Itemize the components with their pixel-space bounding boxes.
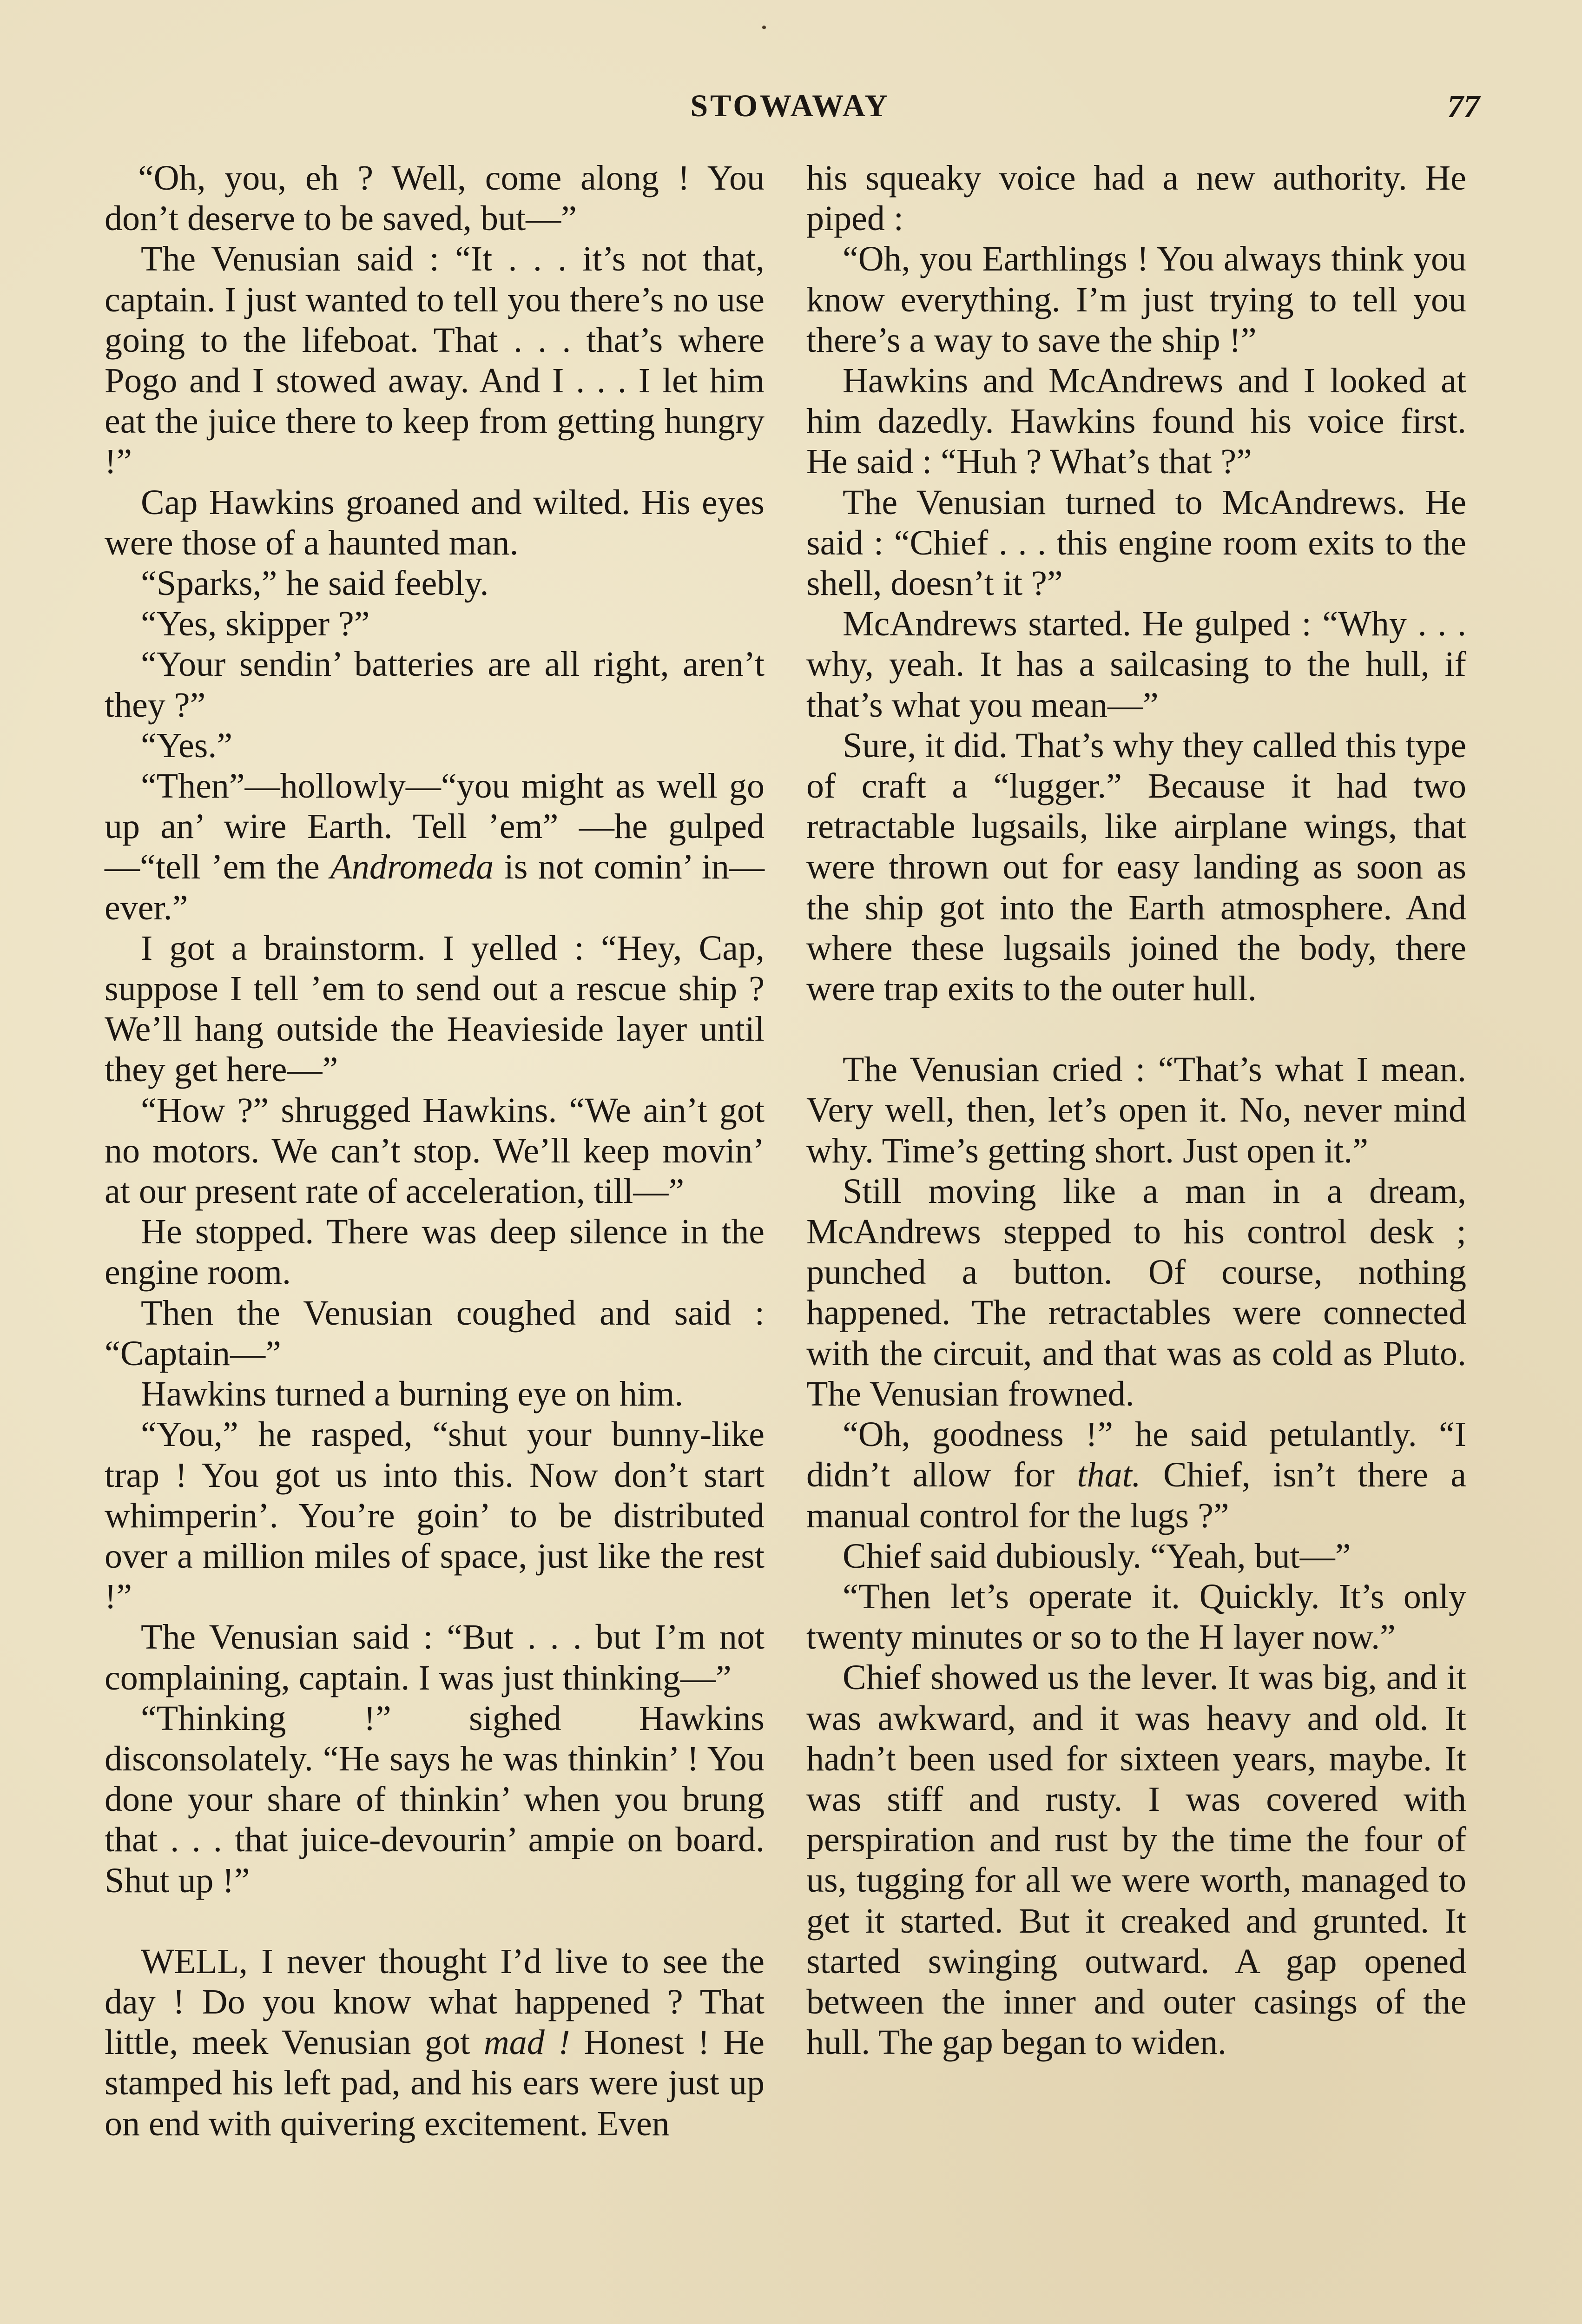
paragraph (105, 1941, 765, 2144)
paragraph: The Venusian said : “It . . . it’s not that, captain. I just wanted to tell you there’s no use going to the lifeboat. That . . . that’s where Pogo and I stowed away. And I . . . I let him eat the juice there to keep from getting hungry !” (105, 239, 765, 482)
paragraph-text: Honest ! He stamped his left pad, and his ears were just up on end with quivering excitement. Even (105, 2023, 765, 2143)
running-title: STOWAWAY (690, 88, 890, 123)
paragraph: Hawkins turned a burning eye on him. (141, 1374, 684, 1414)
paragraph: “Yes, skipper ?” (141, 604, 370, 644)
paragraph (105, 766, 765, 928)
paragraph: “How ?” shrugged Hawkins. “We ain’t got no motors. We can’t stop. We’ll keep movin’ at our present rate of acceleration, till—” (105, 1090, 765, 1211)
paragraph: “You,” he rasped, “shut your bunny-like trap ! You got us into this. Now don’t start whimperin’. You’re goin’ to be distributed over a million miles of space, just like the rest !” (105, 1415, 765, 1617)
paragraph: The Venusian turned to McAndrews. He said : “Chief . . . this engine room exits to the shell, doesn’t it ?” (806, 482, 1466, 603)
paragraph: “Then let’s operate it. Quickly. It’s only twenty minutes or so to the H layer now.” (806, 1577, 1466, 1657)
paragraph-text: Chief, isn’t there a manual control for the lugs ?” (806, 1455, 1466, 1535)
left-text-column (105, 158, 765, 2144)
paragraph: Hawkins and McAndrews and I looked at him dazedly. Hawkins found his voice first. He said : “Huh ? What’s that ?” (806, 361, 1466, 482)
paragraph: “Oh, you Earthlings ! You always think you know everything. I’m just trying to tell you there’s a way to save the ship !” (806, 239, 1466, 360)
paragraph: Cap Hawkins groaned and wilted. His eyes were those of a haunted man. (105, 482, 765, 562)
italic-text: mad ! (483, 2023, 570, 2062)
paragraph: “Yes.” (141, 726, 233, 765)
paragraph: McAndrews started. He gulped : “Why . . . why, yeah. It has a sailcasing to the hull, if that’s what you mean—” (806, 604, 1466, 725)
paragraph: “Oh, you, eh ? Well, come along ! You don’t deserve to be saved, but—” (105, 158, 765, 238)
paragraph: his squeaky voice had a new authority. He piped : (806, 158, 1466, 238)
paragraph-text: WELL, I never thought I’d live to see the day ! Do you know what happened ? That little, meek Venusian got (105, 1941, 765, 2062)
print-speck (762, 26, 766, 29)
paragraph-text: “Then”—hollowly—“you might as well go up an’ wire Earth. Tell ’em” —he gulped—“tell ’em the (105, 766, 765, 887)
paragraph: Chief showed us the lever. It was big, and it was awkward, and it was heavy and old. It hadn’t been used for sixteen years, maybe. It was stiff and rusty. I was covered with perspiration and rust by the time the four of us, tugging for all we were worth, managed to get it started. But it creaked and grunted. It started swinging outward. A gap opened between the inner and outer casings of the hull. The gap began to widen. (806, 1658, 1466, 2062)
paragraph: Sure, it did. That’s why they called this type of craft a “lugger.” Because it had two retractable lugsails, like airplane wings, that were thrown out for easy landing as soon as the ship got into the Earth atmosphere. And where these lugsails joined the body, there were trap exits to the outer hull. (806, 726, 1466, 1009)
paragraph: “Sparks,” he said feebly. (141, 564, 489, 603)
right-text-column (806, 158, 1466, 2063)
italic-text: Andromeda (330, 847, 494, 887)
paragraph: He stopped. There was deep silence in the engine room. (105, 1212, 765, 1292)
paragraph: “Thinking !” sighed Hawkins disconsolately. “He says he was thinkin’ ! You done your share of thinkin’ when you brung that . . . that juice-devourin’ ampie on board. Shut up !” (105, 1698, 765, 1900)
paragraph-text: “Oh, goodness !” he said petulantly. “I didn’t allow for (806, 1415, 1466, 1495)
paragraph: The Venusian said : “But . . . but I’m not complaining, captain. I was just thinking—” (105, 1618, 765, 1697)
paragraph-text: is not comin’ in—ever.” (105, 847, 765, 927)
page-number: 77 (1447, 89, 1480, 125)
paragraph: I got a brainstorm. I yelled : “Hey, Cap, suppose I tell ’em to send out a rescue ship ? We’ll hang outside the Heavieside layer until they get here—” (105, 928, 765, 1089)
paragraph: “Your sendin’ batteries are all right, aren’t they ?” (105, 645, 765, 725)
paragraph: The Venusian cried : “That’s what I mean. Very well, then, let’s open it. No, never mind why. Time’s getting short. Just open it.” (806, 1050, 1466, 1170)
paragraph (806, 1414, 1466, 1536)
paragraph: Then the Venusian coughed and said : “Captain—” (105, 1293, 765, 1373)
paragraph: Chief said dubiously. “Yeah, but—” (843, 1536, 1351, 1576)
paragraph: Still moving like a man in a dream, McAndrews stepped to his control desk ; punched a button. Of course, nothing happened. The retractables were connected with the circuit, and that was as cold as Pluto. The Venusian frowned. (806, 1171, 1466, 1413)
italic-text: that. (1077, 1455, 1141, 1495)
